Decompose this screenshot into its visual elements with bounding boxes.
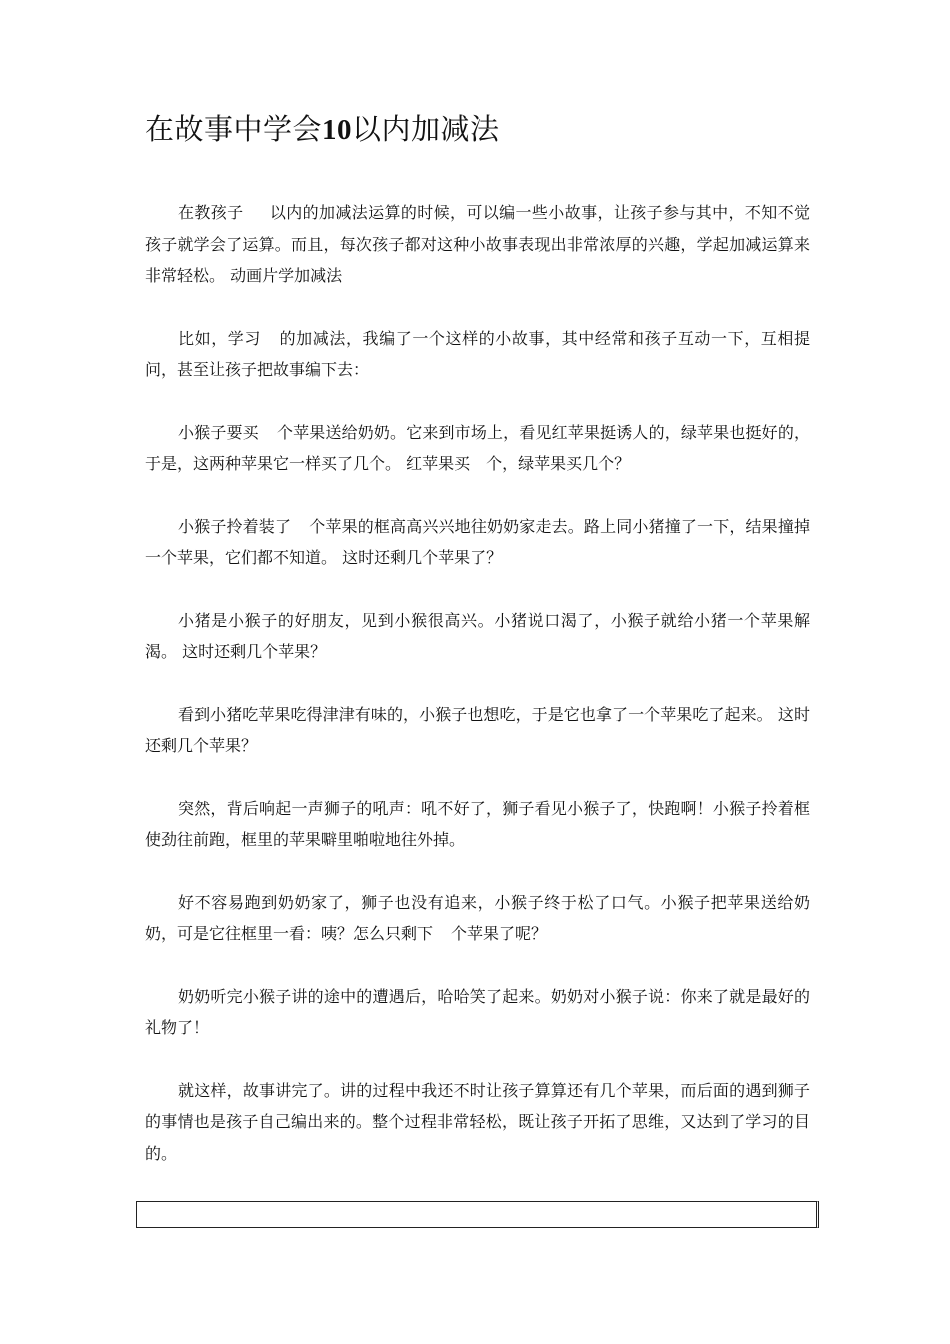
paragraph-text: 比如，学习 <box>178 328 261 348</box>
paragraph-example <box>145 323 810 386</box>
paragraph-story-lion: 突然，背后响起一声狮子的吼声：吼不好了，狮子看见小猴子了，快跑啊！小猴子拎着框使劲往前跑，框里的苹果噼里啪啦地往外掉。 <box>145 798 810 849</box>
paragraph-story-grandma: 奶奶听完小猴子讲的途中的遭遇后，哈哈笑了起来。奶奶对小猴子说：你来了就是最好的礼物了！ <box>145 986 810 1037</box>
paragraph-story-eat: 看到小猪吃苹果吃得津津有味的，小猴子也想吃，于是它也拿了一个苹果吃了起来。 这时还剩几个苹果？ <box>145 704 810 755</box>
title-text-start: 在故事中学会 <box>145 112 323 146</box>
paragraph-text: 以内的加减法运算的时候，可以编一些小故事，让孩子参与其中，不知不觉孩子就学会了运算。而且，每次孩子都对这种小故事表现出非常浓厚的兴趣，学起加减运算来非常轻松。 动画片学加减法 <box>145 203 810 285</box>
title-number: 10 <box>322 114 353 146</box>
paragraph-text: 个苹果的框高高兴兴地往奶奶家走去。路上同小猪撞了一下，结果撞掉一个苹果，它们都不知道。 这时还剩几个苹果了？ <box>145 516 810 567</box>
paragraph-text: 个苹果了呢？ <box>451 924 548 943</box>
paragraph-text: 小猴子拎着装了 <box>178 516 292 536</box>
paragraph-intro <box>145 197 810 292</box>
paragraph-text: 在教孩子 <box>178 203 244 222</box>
title-text-end: 以内加减法 <box>352 112 500 146</box>
document-title <box>145 110 500 149</box>
article-body <box>145 197 810 1200</box>
paragraph-story-walk <box>145 511 810 574</box>
paragraph-story-pig: 小猪是小猴子的好朋友，见到小猴很高兴。小猪说口渴了，小猴子就给小猪一个苹果解渴。 这时还剩几个苹果？ <box>145 610 810 661</box>
paragraph-text: 好不容易跑到奶奶家了，狮子也没有追来，小猴子终于松了口气。小猴子把苹果送给奶奶，可是它往框里一看：咦？怎么只剩下 <box>145 892 810 943</box>
empty-footer-box <box>136 1201 819 1228</box>
paragraph-text: 个，绿苹果买几个？ <box>486 454 631 473</box>
paragraph-story-buy <box>145 417 810 480</box>
paragraph-text: 的加减法，我编了一个这样的小故事，其中经常和孩子互动一下，互相提问，甚至让孩子把故事编下去： <box>145 328 810 379</box>
paragraph-conclusion: 就这样，故事讲完了。讲的过程中我还不时让孩子算算还有几个苹果，而后面的遇到狮子的事情也是孩子自己编出来的。整个过程非常轻松，既让孩子开拓了思维，又达到了学习的目的。 <box>145 1080 810 1163</box>
paragraph-story-arrive <box>145 887 810 950</box>
paragraph-text: 个苹果送给奶奶。它来到市场上，看见红苹果挺诱人的，绿苹果也挺好的，于是，这两种苹果它一样买了几个。 红苹果买 <box>145 422 810 473</box>
paragraph-text: 小猴子要买 <box>178 422 259 442</box>
